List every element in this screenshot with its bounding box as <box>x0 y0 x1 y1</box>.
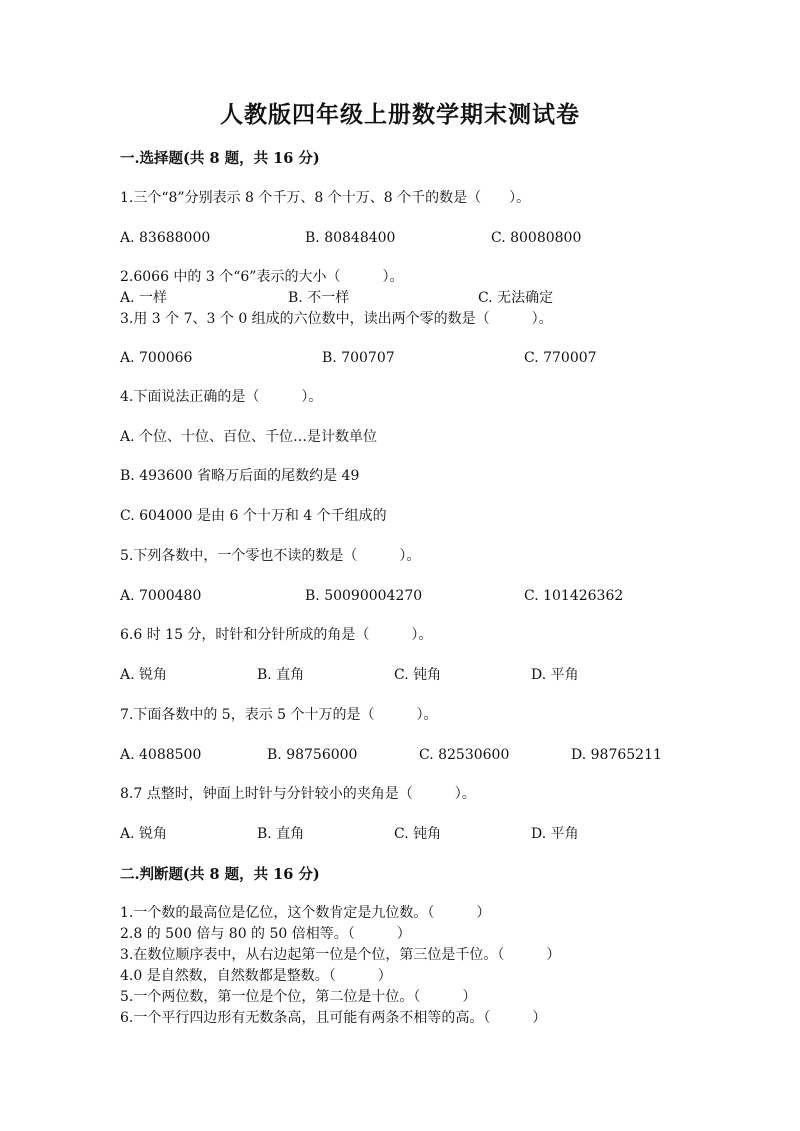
question-7: 7.下面各数中的 5，表示 5 个十万的是（ ）。 <box>120 707 438 723</box>
judgement-item: 3.在数位顺序表中，从右边起第一位是个位，第三位是千位。（ ） <box>120 947 561 963</box>
q6-option-d: D. 平角 <box>531 667 579 683</box>
q6-option-c: C. 钝角 <box>394 667 442 683</box>
q3-option-b: B. 700707 <box>322 350 395 366</box>
q2-option-b: B. 不一样 <box>288 290 350 306</box>
q7-option-d: D. 98765211 <box>571 747 662 763</box>
q3-option-a: A. 700066 <box>120 350 193 366</box>
q4-option-a: A. 个位、十位、百位、千位…是计数单位 <box>120 429 378 445</box>
judgement-item: 1.一个数的最高位是亿位，这个数肯定是九位数。（ ） <box>120 905 491 921</box>
question-5: 5.下列各数中，一个零也不读的数是（ ）。 <box>120 548 421 564</box>
q6-option-a: A. 锐角 <box>120 667 168 683</box>
q3-option-c: C. 770007 <box>524 350 597 366</box>
q4-option-c: C. 604000 是由 6 个十万和 4 个千组成的 <box>120 508 387 524</box>
page-title: 人教版四年级上册数学期末测试卷 <box>220 101 580 128</box>
q8-option-a: A. 锐角 <box>120 826 168 842</box>
judgement-item: 6.一个平行四边形有无数条高，且可能有两条不相等的高。（ ） <box>120 1010 547 1026</box>
q8-option-b: B. 直角 <box>257 826 305 842</box>
q8-option-d: D. 平角 <box>531 826 579 842</box>
q1-option-a: A. 83688000 <box>120 230 211 246</box>
question-1: 1.三个“8”分别表示 8 个千万、8 个十万、8 个千的数是（ ）。 <box>120 190 531 206</box>
q4-option-b: B. 493600 省略万后面的尾数约是 49 <box>120 468 360 484</box>
q8-option-c: C. 钝角 <box>394 826 442 842</box>
section-heading-judgement: 二.判断题(共 8 题，共 16 分) <box>120 866 320 883</box>
q1-option-c: C. 80080800 <box>491 230 582 246</box>
q7-option-a: A. 4088500 <box>120 747 202 763</box>
judgement-item: 4.0 是自然数，自然数都是整数。（ ） <box>120 968 392 984</box>
judgement-item: 2.8 的 500 倍与 80 的 50 倍相等。（ ） <box>120 926 411 942</box>
question-8: 8.7 点整时，钟面上时针与分针较小的夹角是（ ）。 <box>120 786 476 802</box>
q5-option-a: A. 7000480 <box>120 588 202 604</box>
section-heading-choice: 一.选择题(共 8 题，共 16 分) <box>120 150 320 167</box>
q7-option-c: C. 82530600 <box>419 747 510 763</box>
q5-option-c: C. 101426362 <box>524 588 624 604</box>
judgement-item: 5.一个两位数，第一位是个位，第二位是十位。（ ） <box>120 989 477 1005</box>
q7-option-b: B. 98756000 <box>267 747 358 763</box>
question-6: 6.6 时 15 分，时针和分针所成的角是（ ）。 <box>120 627 433 643</box>
question-2: 2.6066 中的 3 个“6”表示的大小（ ）。 <box>120 269 404 285</box>
question-3: 3.用 3 个 7、3 个 0 组成的六位数中，读出两个零的数是（ ）。 <box>120 311 553 327</box>
q6-option-b: B. 直角 <box>257 667 305 683</box>
q2-option-c: C. 无法确定 <box>478 290 554 306</box>
q1-option-b: B. 80848400 <box>305 230 396 246</box>
q5-option-b: B. 50090004270 <box>305 588 423 604</box>
q2-option-a: A. 一样 <box>120 290 168 306</box>
question-4: 4.下面说法正确的是（ ）。 <box>120 389 323 405</box>
